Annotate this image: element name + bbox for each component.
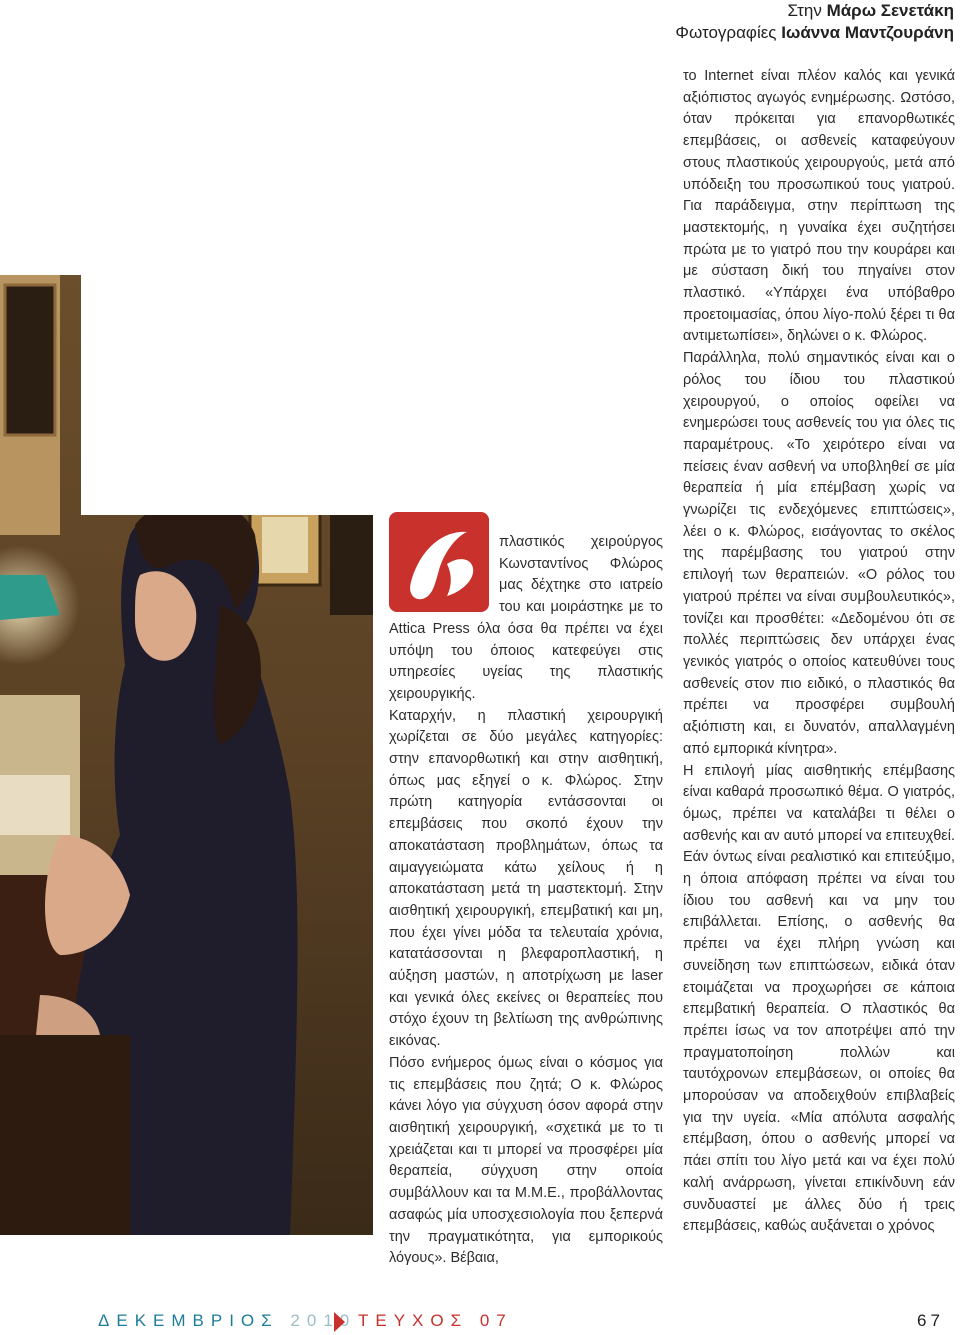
photo-credit-prefix: Φωτογραφίες xyxy=(675,23,782,42)
page-number: 67 xyxy=(917,1311,944,1330)
footer-issue: ΤΕΥΧΟΣ 07 xyxy=(358,1311,513,1330)
paragraph: Παράλληλα, πολύ σημαντικός είναι και ο ρόλος του ίδιου του πλαστικού χειρουργού, ο οποίος οφείλει να ενημερώσει τους ασθενείς του για όλες τις παραμέτρους. «Το χειρότερο είναι να πείσεις έναν ασθενή να υποβληθεί σε μία θεραπεία ή μία επέμβαση χωρίς να γνωρίζει τις ενδεχόμενες επιπτώσεις», λέει ο κ. Φλώρος, εισάγοντας το σκέλος της παρέμβασης του γιατρού στην επιλογή των θεραπειών. «Ο ρόλος του γιατρού πρέπει να είναι συμβουλευτικός», τονίζει και προσθέτει: «Δεδομένου ότι σε πολλές περιπτώσεις δεν υπάρχει ένας γενικός γιατρός ο οποίος κατευθύνει τους ασθενείς στον πιο ειδικό, ο πλαστικός θα πρέπει να προσφέρει συμβουλή αξιόπιστη και, ει δυνατόν, απαλλαγμένη από εμπορικά κίνητρα». xyxy=(683,350,955,757)
photo-cutout xyxy=(81,275,373,515)
footer-year: 2010 xyxy=(290,1311,357,1330)
author-prefix: Στην xyxy=(787,1,827,20)
paragraph: πλαστικός χειρούργος Κωνσταντίνος Φλώρος μας δέχτηκε στο ιατρείο του και μοιράστηκε με το Attica Press όλα όσα θα πρέπει να έχει υπόψη του όποιος κατεφεύγει στις υπηρεσίες υγείας της πλαστικής χειρουργικής. xyxy=(389,534,663,702)
right-column xyxy=(683,66,955,1238)
triangle-arrow-icon xyxy=(334,1312,345,1332)
dropcap-logo xyxy=(389,512,489,612)
paragraph: Καταρχήν, η πλαστική χειρουργική χωρίζεται σε δύο μεγάλες κατηγορίες: στην επανορθωτική και στην αισθητική, όπως μας εξηγεί ο κ. Φλώρος. Στην πρώτη κατηγορία εντάσσονται οι επεμβάσεις που σκοπό έχουν την αποκατάσταση προβλημάτων, όπως τα αιμαγγειώματα κάτω χείλους ή η αποκατάσταση μετά τη μαστεκτομή. Στην αισθητική χειρουργική, επεμβατική και μη, που έχει γίνει μόδα τα τελευταία χρόνια, κατατάσσονται η βλεφαροπλαστική, η αύξηση μαστών, η αποτρίχωση με laser και γενικά όλες εκείνες οι θεραπείες που στόχο έχουν τη βελτίωση της ανθρώπινης εικόνας. xyxy=(389,707,663,1050)
byline xyxy=(675,0,954,44)
photographer-name: Ιωάννα Μαντζουράνη xyxy=(781,23,954,42)
left-column xyxy=(389,532,663,1270)
paragraph: το Internet είναι πλέον καλός και γενικά αξιόπιστος αγωγός ενημέρωσης. Ωστόσο, όταν πρόκειται για επανορθωτικές επεμβάσεις, οι ασθενείς καταφεύγουν στους πλαστικούς χειρουργούς, μετά από υπόδειξη του προσωπικού τους γιατρού. Για παράδειγμα, στην περίπτωση της μαστεκτομής, η γυναίκα έχει συζητήσει πρώτα με το γιατρό που την κουράρει και με σύσταση δική του πηγαίνει στον πλαστικό. «Υπάρχει ένα υπόβαθρο προετοιμασίας, όπου λίγο-πολύ ξέρει τι θα αντιμετωπίσει», δηλώνει ο κ. Φλώρος. xyxy=(683,68,955,345)
paragraph: Πόσο ενήμερος όμως είναι ο κόσμος για τις επεμβάσεις που ζητά; Ο κ. Φλώρος κάνει λόγο για σύγχυση όσον αφορά στην αισθητική χειρουργική, «σχετικά με το τι χρειάζεται και τι μπορεί να προσφέρει μία θεραπεία, σύγχυση στην οποία συμβάλλουν και τα Μ.Μ.Ε., προβάλλοντας ασαφώς μία υποσχεσιολογία που ξεπερνά την πραγματικότητα, για εμπορικούς λόγους». Βέβαια, xyxy=(389,1054,663,1267)
author-name: Μάρω Σενετάκη xyxy=(826,1,954,20)
paragraph: Η επιλογή μίας αισθητικής επέμβασης είναι καθαρά προσωπικό θέμα. Ο γιατρός, όμως, πρέπει να καταλάβει τι θέλει ο ασθενής και αν αυτό μπορεί να επιτευχθεί. Εάν όντως είναι ρεαλιστικό και επιτεύξιμο, η όποια απόφαση πρέπει να είναι του ίδιου του ασθενή και να μην του επιβάλλεται. Επίσης, ο ασθενής θα πρέπει να έχει πλήρη γνώση και συνείδηση των επιπτώσεων, ειδικά όταν ετοιμάζεται να προχωρήσει σε κάποια επεμβατική θεραπεία. Ο πλαστικός θα πρέπει ίσως να τον αποτρέψει από την πραγματοποίηση πολλών και ταυτόχρονων επεμβάσεων, οι οποίες θα μπορούσαν να αποδειχθούν επιβλαβείς για την υγεία. «Μία απόλυτα ασφαλής επέμβαση, όπου ο ασθενής μπορεί να πάει σπίτι του λίγο μετά και να έχει πολύ καλή ανάρρωση, γίνεται επικίνδυνη εάν συνδυαστεί με άλλες δύο ή τρεις επεμβάσεις, καθώς αυξάνεται ο χρόνος xyxy=(683,762,955,1235)
footer-month: ΔΕΚΕΜΒΡΙΟΣ xyxy=(98,1311,279,1330)
attica-press-icon xyxy=(389,512,489,612)
footer-date xyxy=(98,1311,356,1331)
